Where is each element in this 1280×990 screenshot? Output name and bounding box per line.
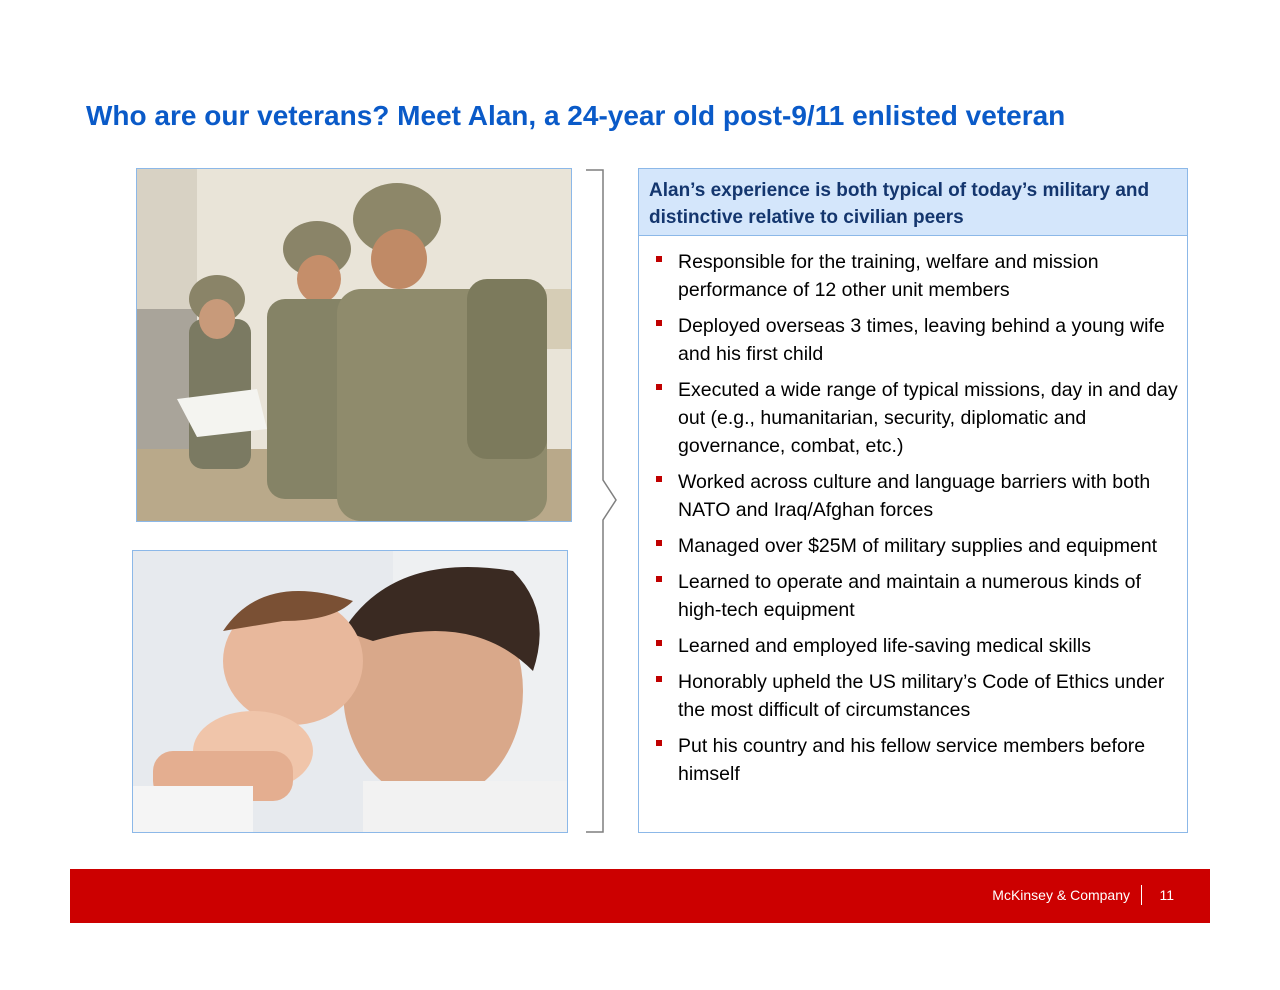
list-item: Deployed overseas 3 times, leaving behind a young wife and his first child [654,312,1179,368]
bullet-square-icon [656,476,662,482]
list-item: Learned to operate and maintain a numerous kinds of high-tech equipment [654,568,1179,624]
bullet-square-icon [656,540,662,546]
bracket-connector [586,168,626,834]
footer-divider [1141,885,1142,905]
list-item: Put his country and his fellow service members before himself [654,732,1179,788]
panel-header: Alan’s experience is both typical of today’s military and distinctive relative to civilian peers [639,169,1187,236]
bullet-square-icon [656,256,662,262]
bullet-list [639,236,1187,788]
father-baby-photo [132,550,568,833]
bullet-square-icon [656,576,662,582]
list-item: Honorably upheld the US military’s Code of Ethics under the most difficult of circumstances [654,668,1179,724]
list-item: Responsible for the training, welfare and mission performance of 12 other unit members [654,248,1179,304]
soldiers-photo [136,168,572,522]
list-item: Managed over $25M of military supplies and equipment [654,532,1179,560]
list-item: Worked across culture and language barriers with both NATO and Iraq/Afghan forces [654,468,1179,524]
list-item: Learned and employed life-saving medical skills [654,632,1179,660]
company-name: McKinsey & Company [992,887,1130,903]
bullet-square-icon [656,640,662,646]
bullet-square-icon [656,676,662,682]
bullet-square-icon [656,384,662,390]
footer-bar [70,869,1210,923]
page-number: 11 [1159,887,1174,903]
experience-panel [638,168,1188,833]
bullet-square-icon [656,320,662,326]
list-item: Executed a wide range of typical missions, day in and day out (e.g., humanitarian, security, diplomatic and governance, combat, etc.) [654,376,1179,460]
bullet-square-icon [656,740,662,746]
slide-title: Who are our veterans? Meet Alan, a 24-year old post-9/11 enlisted veteran [86,100,1066,131]
